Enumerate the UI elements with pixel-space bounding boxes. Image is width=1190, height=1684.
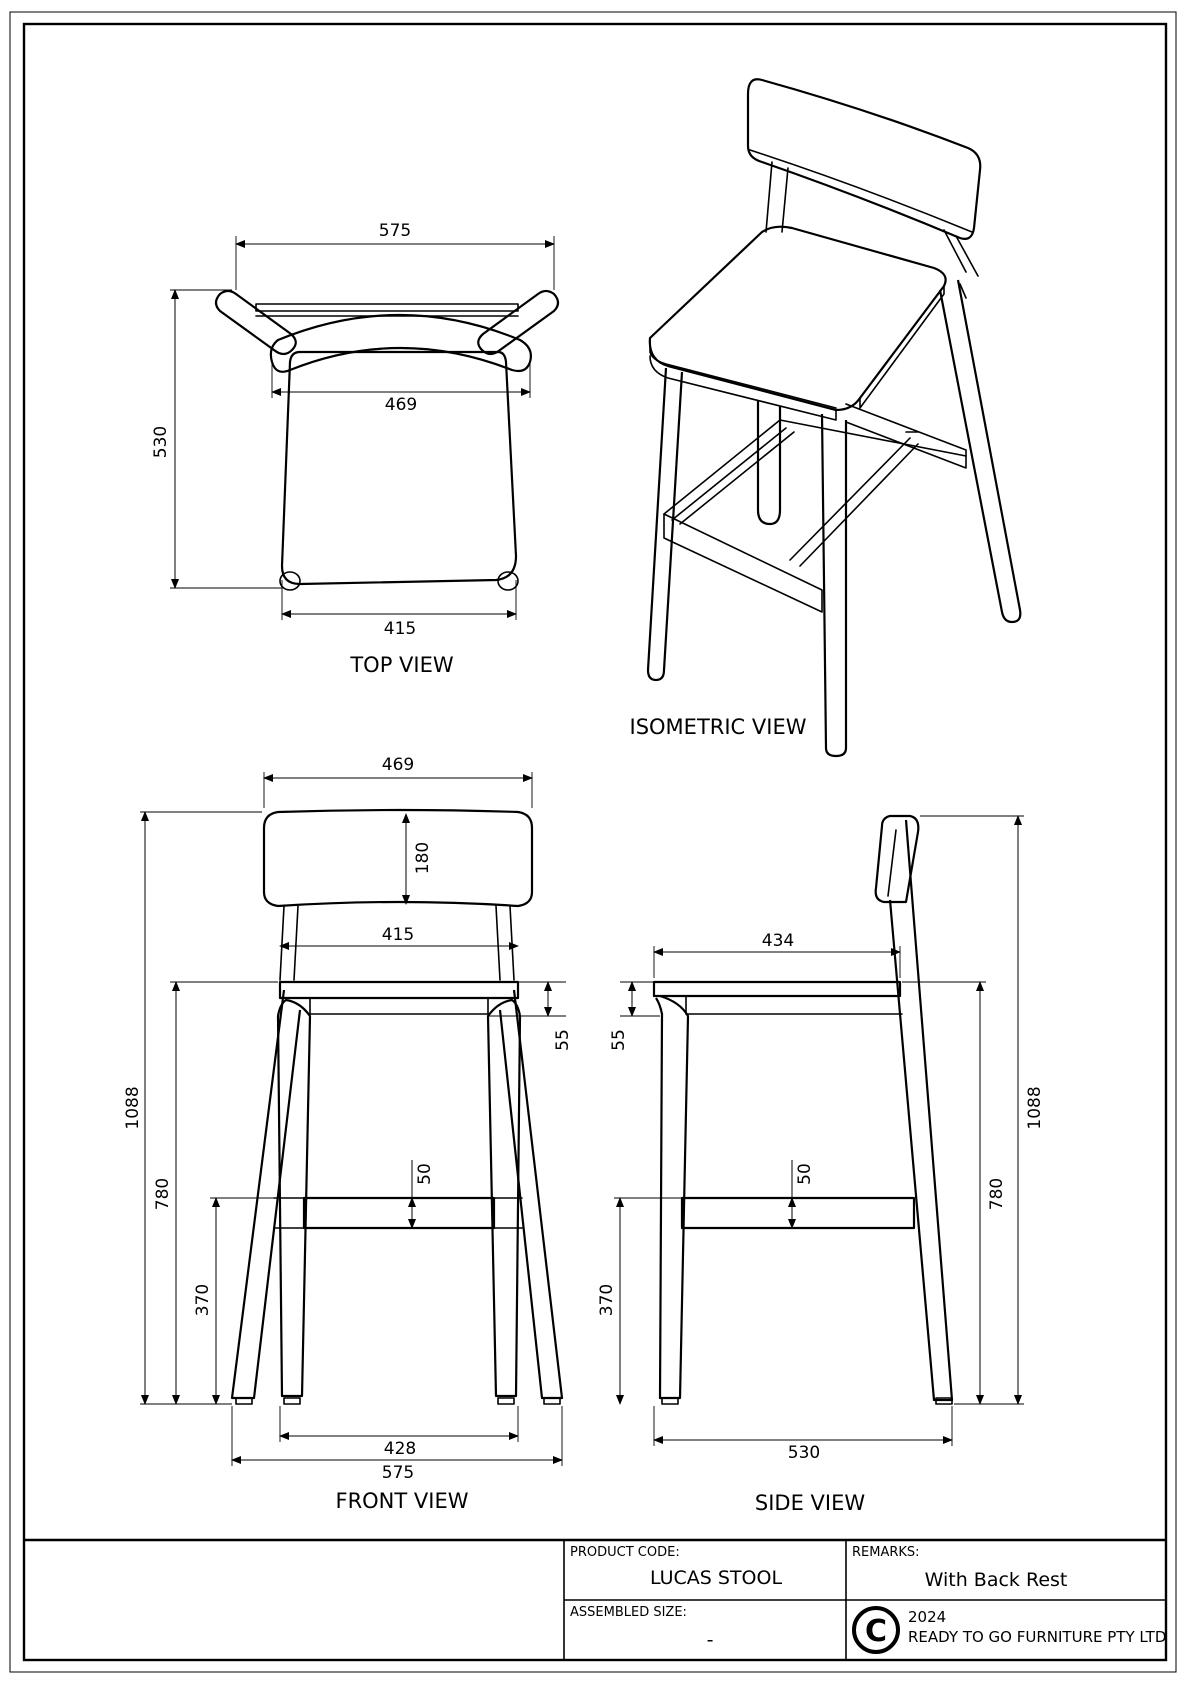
- copyright-year: 2024: [908, 1608, 947, 1626]
- copyright-icon: [854, 1608, 898, 1652]
- product-code-value: LUCAS STOOL: [649, 1567, 783, 1589]
- dim-front-1088: 1088: [123, 1086, 143, 1130]
- dim-front-370: 370: [193, 1283, 213, 1317]
- assembled-size-value: -: [706, 1629, 714, 1651]
- dim-side-50: 50: [795, 1163, 815, 1185]
- isometric-view: [630, 79, 1021, 756]
- company-name: READY TO GO FURNITURE PTY LTD: [908, 1628, 1167, 1646]
- title-block: [24, 1540, 1166, 1660]
- dim-top-469: 469: [384, 395, 418, 415]
- side-view-label: SIDE VIEW: [754, 1491, 866, 1515]
- dim-front-50: 50: [415, 1163, 435, 1185]
- top-view-label: TOP VIEW: [350, 653, 454, 677]
- dim-side-780: 780: [987, 1177, 1007, 1211]
- front-view-label: FRONT VIEW: [335, 1489, 469, 1513]
- dim-side-530: 530: [787, 1443, 821, 1463]
- dim-top-415: 415: [383, 619, 417, 639]
- remarks-value: With Back Rest: [924, 1569, 1068, 1591]
- dim-front-428: 428: [383, 1439, 417, 1459]
- product-code-label: PRODUCT CODE:: [570, 1545, 680, 1560]
- dim-side-1088: 1088: [1025, 1086, 1045, 1130]
- dim-side-370: 370: [597, 1283, 617, 1317]
- top-view: [151, 221, 558, 677]
- dim-top-530: 530: [151, 425, 171, 459]
- side-view: [597, 816, 1045, 1515]
- dim-front-780: 780: [153, 1177, 173, 1211]
- remarks-label: REMARKS:: [852, 1545, 920, 1560]
- dim-side-55: 55: [609, 1029, 629, 1051]
- dim-front-469: 469: [381, 755, 415, 775]
- dim-side-434: 434: [761, 931, 795, 951]
- assembled-size-label: ASSEMBLED SIZE:: [570, 1605, 687, 1620]
- front-view: [123, 755, 573, 1513]
- isometric-view-label: ISOMETRIC VIEW: [629, 715, 807, 739]
- inner-border: [24, 24, 1166, 1660]
- dim-front-180: 180: [413, 841, 433, 875]
- dim-front-415: 415: [381, 925, 415, 945]
- dim-front-575: 575: [381, 1463, 415, 1483]
- dim-front-55: 55: [553, 1029, 573, 1051]
- svg-text:C: C: [864, 1614, 888, 1649]
- outer-border: [10, 12, 1176, 1672]
- dim-top-575: 575: [378, 221, 412, 241]
